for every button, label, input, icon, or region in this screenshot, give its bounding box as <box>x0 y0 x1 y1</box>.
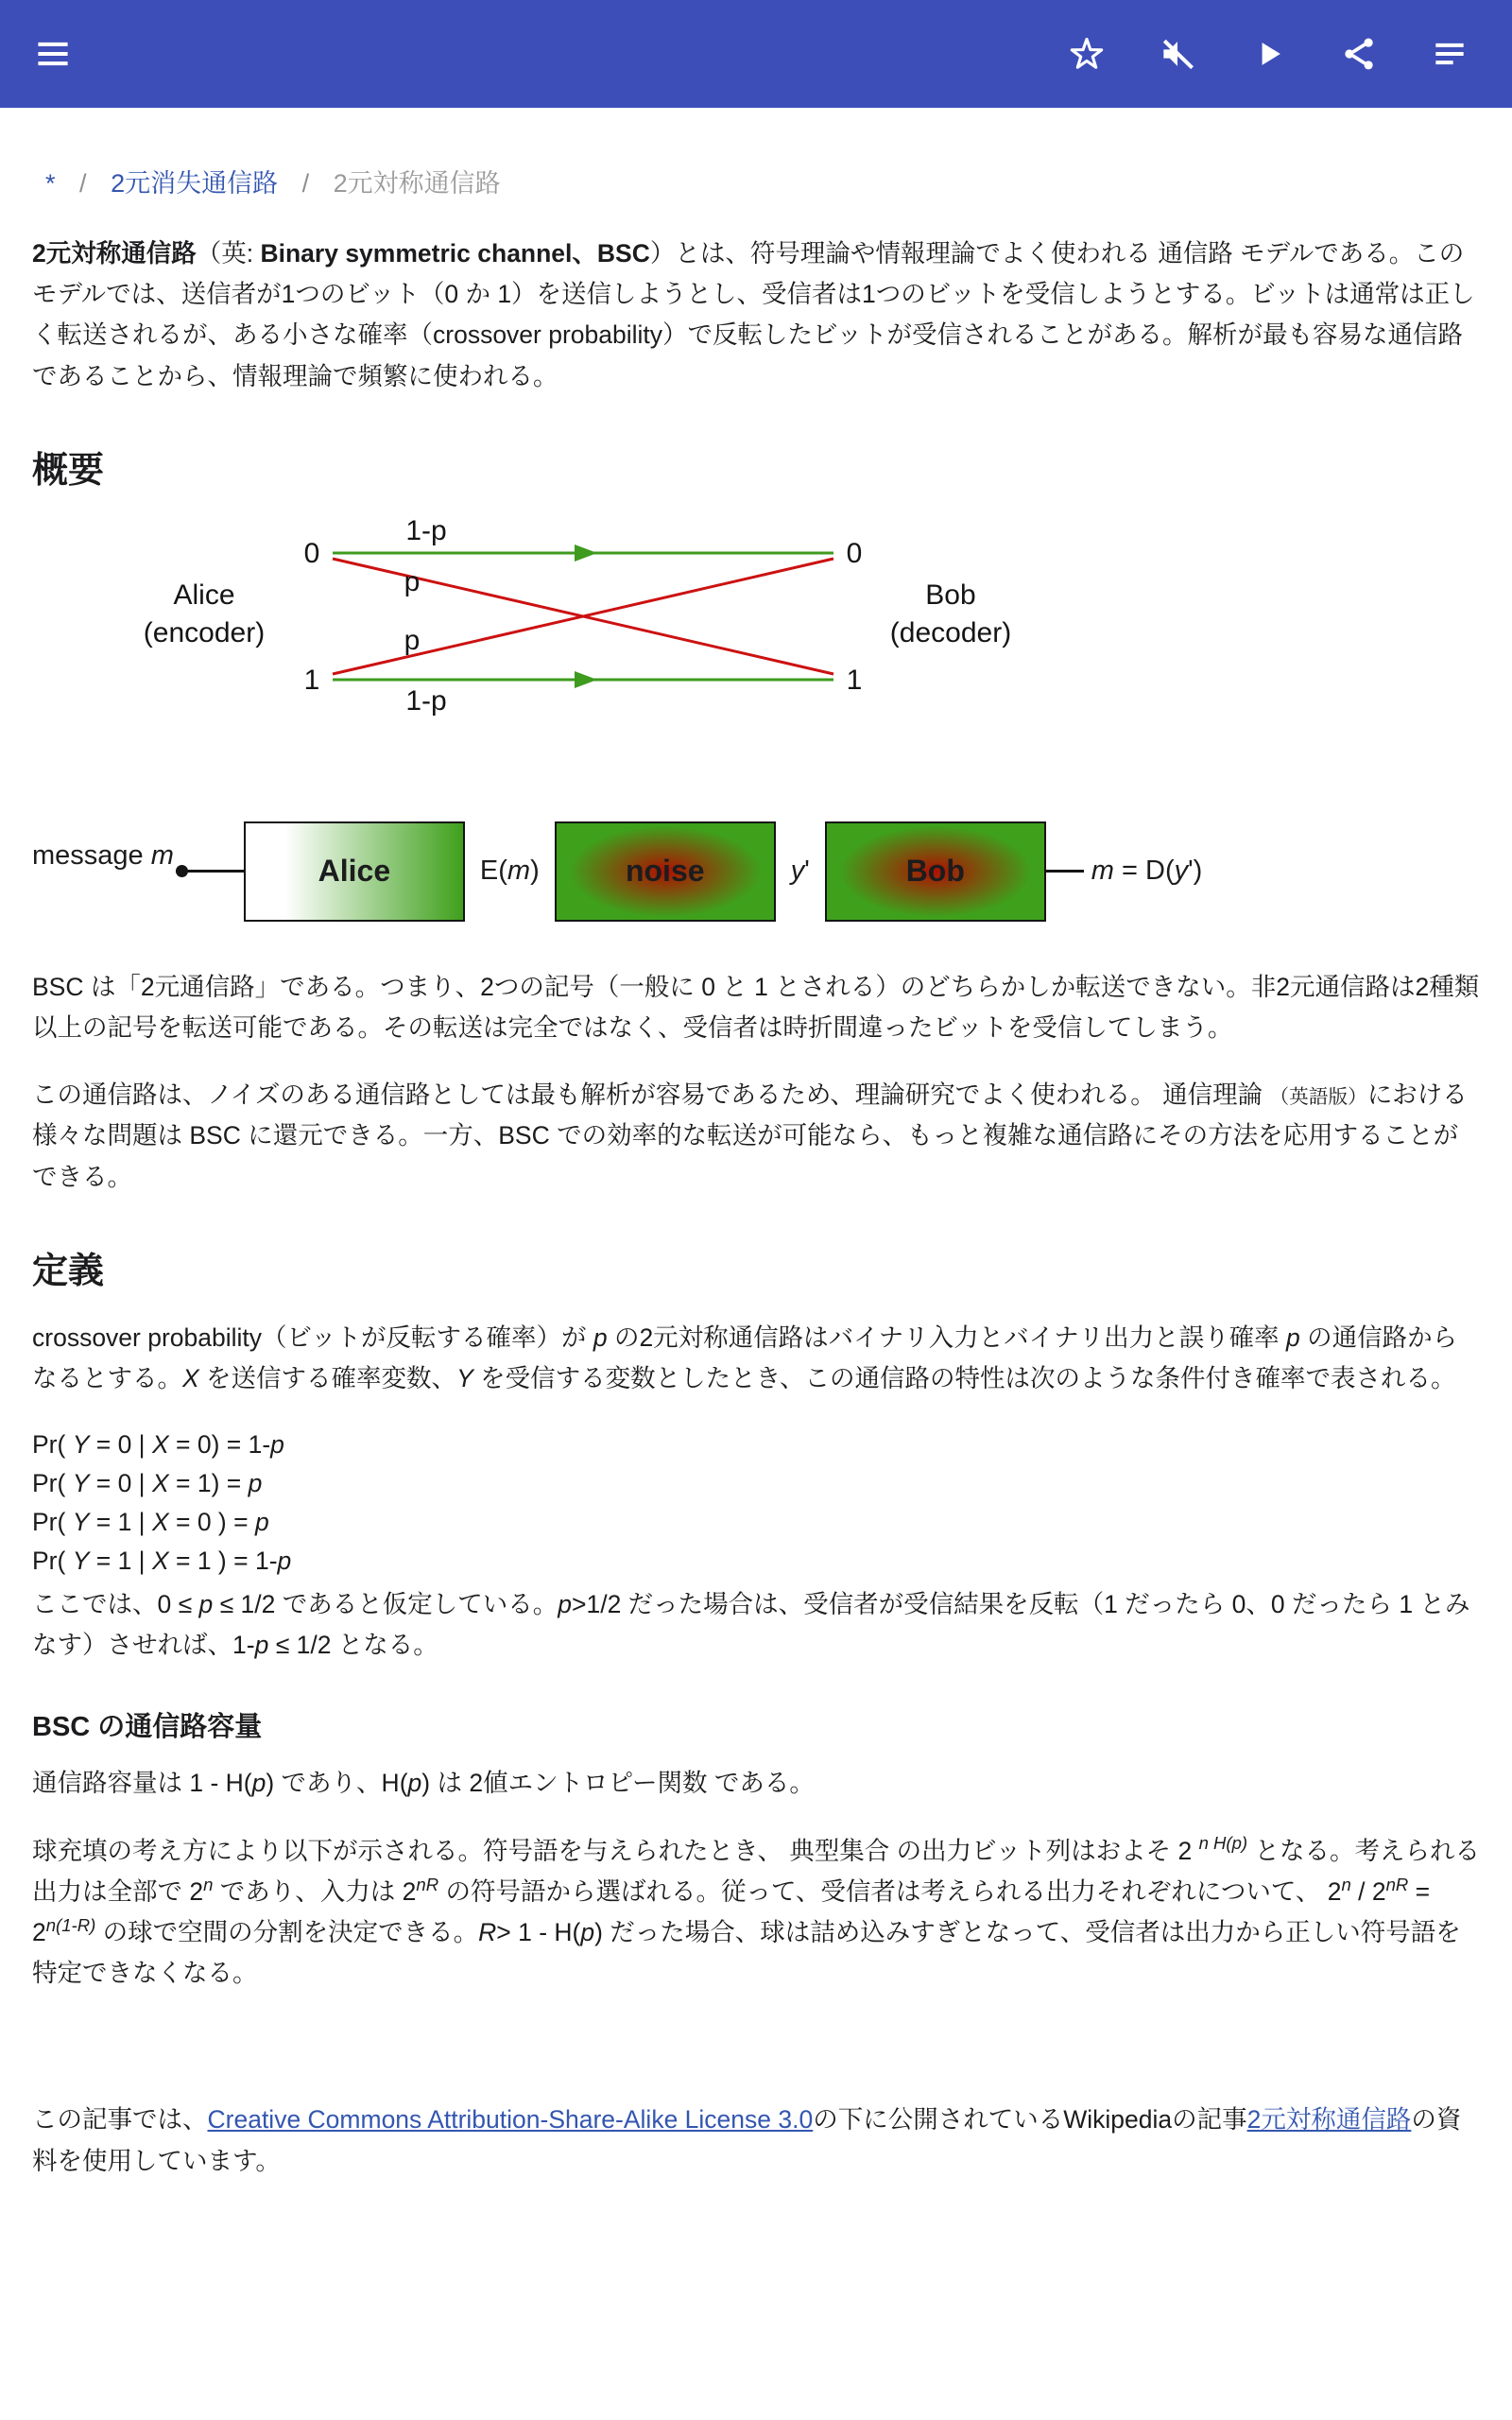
text-segment: の符号語から選ばれる。従って、受信者は考えられる出力それぞれについて、 2 <box>438 1876 1342 1906</box>
text-segment: n <box>203 1874 214 1894</box>
favorite-button[interactable] <box>1058 26 1115 82</box>
input-0-label: 0 <box>303 537 320 569</box>
mute-button[interactable] <box>1149 26 1206 82</box>
formula-line <box>32 1503 1480 1542</box>
text-segment: / 2 <box>1350 1876 1386 1906</box>
paragraph-definition <box>32 1318 1480 1399</box>
text-segment: ') <box>1188 856 1203 887</box>
flow-message-label <box>32 840 174 872</box>
text-segment: Y <box>72 1508 90 1537</box>
app-bar <box>0 0 1512 108</box>
text-segment: = D( <box>1113 856 1175 887</box>
text-segment: m <box>507 856 531 887</box>
encoder-box-label: Alice <box>318 854 391 889</box>
text-segment: n(1-R) <box>45 1914 96 1935</box>
star-icon <box>1066 33 1108 75</box>
text-segment: であり、入力は 2 <box>213 1876 417 1906</box>
text-segment: >1/2 だった場合は、受信者が受信結果を反転（1 だったら 0、0 だったら 1 とみなす）させれば、1- <box>32 1590 1470 1660</box>
text-segment: = 0 | <box>89 1430 152 1460</box>
list-icon <box>1429 33 1470 75</box>
flow-connector-line <box>176 870 244 873</box>
text-segment: = 0 ) = <box>168 1508 255 1537</box>
hamburger-icon <box>32 33 74 75</box>
paragraph-intro <box>32 233 1480 397</box>
text-segment: ' <box>804 856 810 887</box>
text-segment: = 0) = 1- <box>168 1430 271 1460</box>
section-heading-capacity: BSC の通信路容量 <box>32 1712 263 1743</box>
breadcrumb-current: 2元対称通信路 <box>333 169 501 198</box>
text-segment: X <box>151 1469 169 1498</box>
text-segment: この通信路は、ノイズのある通信路としては最も解析が容易であるため、理論研究でよく使われる。 通信理論 <box>32 1080 1270 1110</box>
flow-decoded-label <box>1091 856 1203 887</box>
channel-box-label: noise <box>625 854 705 889</box>
play-icon <box>1247 33 1289 75</box>
attribution-text <box>32 2100 1480 2181</box>
attribution-part2: の下に公開されているWikipediaの記事 <box>813 2105 1247 2135</box>
prob-flip-lower-label: p <box>404 624 421 656</box>
article-link[interactable]: 2元対称通信路 <box>1246 2105 1412 2135</box>
text-segment: X <box>182 1363 199 1392</box>
text-segment: Pr( <box>32 1469 73 1498</box>
alice-label: Alice <box>173 579 235 611</box>
text-segment: nR <box>416 1874 439 1894</box>
section-heading-overview: 概要 <box>32 450 105 491</box>
text-segment: （英: <box>196 239 261 268</box>
text-segment: 通信路容量は 1 - H( <box>32 1769 252 1798</box>
text-segment: Y <box>72 1469 90 1498</box>
text-segment: における様々な問題は BSC に還元できる。一方、BSC での効率的な転送が可能なら、もっと複雑な通信路にその方法を応用することができる。 <box>32 1080 1468 1191</box>
attribution-part3: の資料を使用しています。 <box>32 2105 1462 2175</box>
text-segment: nR <box>1385 1874 1409 1894</box>
license-link[interactable]: Creative Commons Attribution-Share-Alike License 3.0 <box>207 2105 814 2135</box>
text-segment: p <box>251 1769 266 1798</box>
text-segment: > 1 - H( <box>496 1918 581 1946</box>
text-segment: ) <box>530 856 540 887</box>
text-segment: Y <box>72 1547 90 1576</box>
breadcrumb-separator: / <box>301 169 310 198</box>
channel-box <box>555 821 776 922</box>
prob-keep-bottom-label: 1-p <box>405 684 447 717</box>
text-segment: y <box>790 856 805 887</box>
text-segment: R <box>478 1918 497 1946</box>
text-segment: ) であり、H( <box>266 1769 408 1798</box>
paragraph-analysis <box>32 1075 1480 1198</box>
text-segment: p <box>580 1918 595 1946</box>
text-segment: p <box>254 1631 269 1660</box>
text-segment: X <box>151 1430 169 1460</box>
breadcrumb-root-link[interactable]: * <box>45 169 56 198</box>
text-segment: p <box>248 1469 263 1498</box>
formula-line <box>32 1542 1480 1581</box>
prob-flip-upper-label: p <box>404 565 421 597</box>
text-segment: Pr( <box>32 1430 73 1460</box>
paragraph-binary-channel <box>32 967 1480 1048</box>
text-segment: BSC は「2元通信路」である。つまり、2つの記号（一般に 0 と 1 とされる）のどちらかしか転送できない。非2元通信路は2種類以上の記号を転送可能である。その転送は完全ではなく、受信者は時折間違ったビットを受信してしまう。 <box>32 972 1480 1042</box>
text-segment: となる。考えられる出力は全部で 2 <box>32 1836 1480 1906</box>
section-heading-definition: 定義 <box>32 1251 105 1291</box>
text-segment: p <box>277 1547 292 1576</box>
prob-keep-top-label: 1-p <box>405 514 447 546</box>
text-segment: の2元対称通信路はバイナリ入力とバイナリ出力と誤り確率 <box>607 1322 1287 1352</box>
share-button[interactable] <box>1331 26 1387 82</box>
paragraph-sphere-packing <box>32 1831 1480 1995</box>
text-segment: n H(p) <box>1198 1833 1248 1854</box>
text-segment: の通信路からなるとする。 <box>32 1322 1458 1392</box>
text-segment: = 1 ) = 1- <box>168 1547 278 1576</box>
text-segment: を受信する変数としたとき、この通信路の特性は次のような条件付き確率で表される。 <box>472 1363 1456 1392</box>
text-segment: 2元対称通信路 <box>32 239 197 268</box>
text-segment: Pr( <box>32 1547 73 1576</box>
arrowhead-icon <box>575 671 597 688</box>
text-segment: p <box>407 1769 422 1798</box>
text-segment: X <box>151 1508 169 1537</box>
share-icon <box>1338 33 1380 75</box>
paragraph-capacity <box>32 1763 1480 1804</box>
bsc-channel-diagram <box>100 514 1140 717</box>
bob-role-label: (decoder) <box>889 616 1012 648</box>
text-segment: = 1 | <box>89 1547 152 1576</box>
text-segment: ）とは、符号理論や情報理論でよく使われる 通信路 モデルである。このモデルでは、送信者が1つのビット（0 か 1）を送信しようとし、受信者は1つのビットを受信しようとする。ビットは通常は正しく転送されるが、ある小さな確率（crossover probability）で反転したビットが受信されることがある。解析が最も容易な通信路であることから、情報理論で頻繁に使われる。 <box>32 239 1475 390</box>
contents-button[interactable] <box>1421 26 1478 82</box>
text-segment: ) だった場合、球は詰め込みすぎとなって、受信者は出力から正しい符号語を特定できなくなる。 <box>32 1918 1461 1988</box>
attribution-part1: この記事では、 <box>32 2105 208 2135</box>
formula-block <box>32 1426 1480 1581</box>
formula-line <box>32 1464 1480 1503</box>
text-segment: n <box>1341 1874 1351 1894</box>
breadcrumb <box>45 163 1480 199</box>
text-segment: p <box>593 1322 608 1352</box>
text-segment: ここでは、0 ≤ <box>32 1590 199 1619</box>
output-0-label: 0 <box>846 537 863 569</box>
encoder-box <box>244 821 465 922</box>
decoder-box-label: Bob <box>905 854 965 889</box>
play-button[interactable] <box>1240 26 1297 82</box>
text-segment: p <box>254 1508 269 1537</box>
flow-received-label <box>776 856 825 887</box>
text-segment: = 0 | <box>89 1469 152 1498</box>
text-segment: crossover probability（ビットが反転する確率）が <box>32 1322 593 1352</box>
breadcrumb-separator: / <box>79 169 87 198</box>
output-1-label: 1 <box>846 664 863 696</box>
flow-diagram <box>32 821 1480 922</box>
text-segment: m <box>150 840 174 872</box>
formula-line <box>32 1426 1480 1464</box>
flow-encoded-label <box>465 856 555 887</box>
text-segment: = 2 <box>32 1876 1431 1946</box>
text-segment: p <box>270 1430 284 1460</box>
text-segment: p <box>558 1590 572 1619</box>
input-1-label: 1 <box>303 664 320 696</box>
text-segment: 球充填の考え方により以下が示される。符号語を与えられたとき、 典型集合 の出力ビット列はおよそ 2 <box>32 1836 1199 1865</box>
text-segment: X <box>151 1547 169 1576</box>
text-segment: m <box>1091 856 1114 887</box>
text-segment: p <box>198 1590 214 1619</box>
text-segment: E( <box>479 856 507 887</box>
text-segment: Y <box>72 1430 90 1460</box>
text-segment: を送信する確率変数、 <box>198 1363 457 1392</box>
text-segment: ≤ 1/2 であると仮定している。 <box>213 1590 558 1619</box>
volume-off-icon <box>1157 33 1198 75</box>
article-content <box>0 108 1512 2263</box>
text-segment: ≤ 1/2 となる。 <box>268 1631 438 1660</box>
text-segment: message <box>32 840 151 872</box>
flow-connector-line <box>1046 870 1084 873</box>
text-segment: p <box>1286 1322 1300 1352</box>
paragraph-assumption <box>32 1584 1480 1666</box>
text-segment: （英語版） <box>1269 1086 1367 1109</box>
menu-button[interactable] <box>25 26 81 82</box>
alice-role-label: (encoder) <box>143 616 266 648</box>
text-segment: Pr( <box>32 1508 73 1537</box>
text-segment: y <box>1174 856 1189 887</box>
bob-label: Bob <box>925 579 976 611</box>
text-segment: = 1) = <box>168 1469 249 1498</box>
text-segment: の球で空間の分割を決定できる。 <box>95 1918 479 1946</box>
text-segment: Y <box>456 1363 473 1392</box>
decoder-box <box>825 821 1046 922</box>
text-segment: ) は 2値エントロピー関数 である。 <box>421 1769 815 1798</box>
text-segment: = 1 | <box>89 1508 152 1537</box>
arrowhead-icon <box>575 544 597 562</box>
breadcrumb-parent-link[interactable]: 2元消失通信路 <box>111 169 279 198</box>
text-segment: Binary symmetric channel、BSC <box>260 239 650 268</box>
